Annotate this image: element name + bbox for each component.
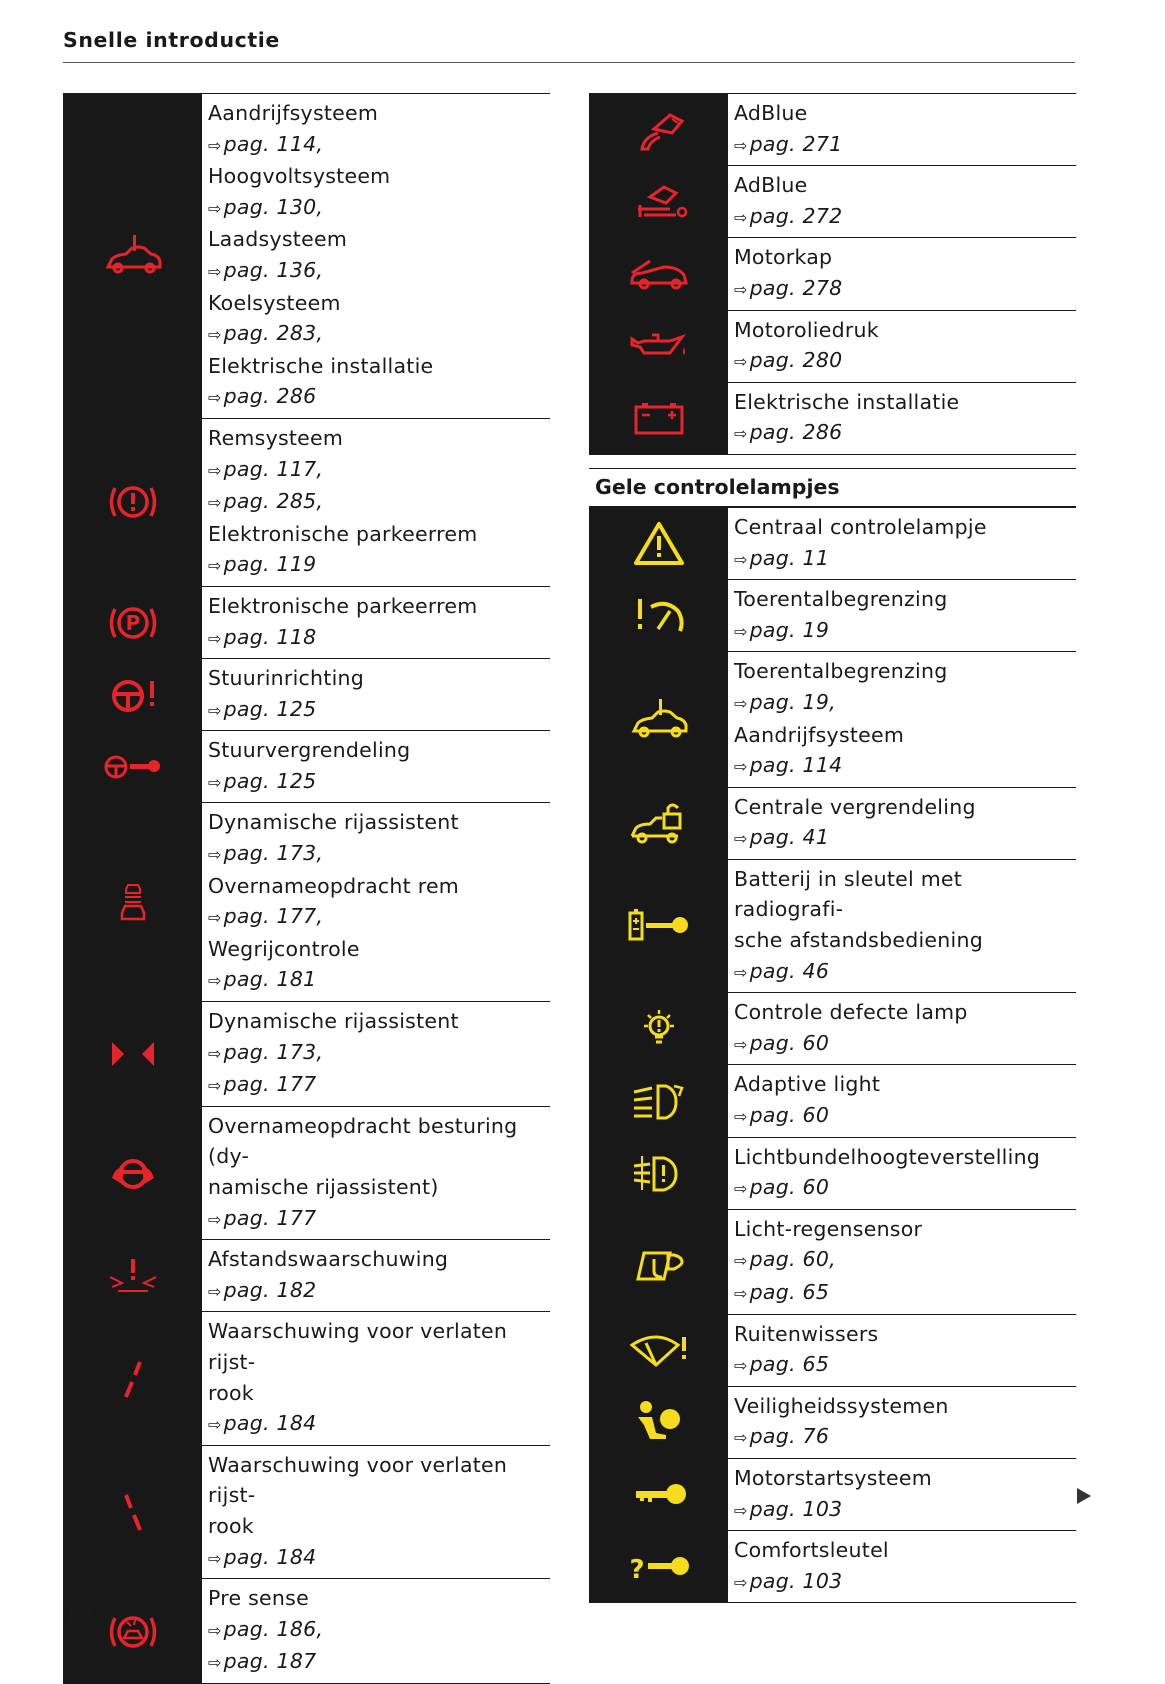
page-reference-link[interactable] bbox=[734, 129, 1076, 162]
adblue-system-icon bbox=[624, 175, 694, 229]
page-reference-link[interactable] bbox=[734, 1421, 1076, 1454]
indicator-icon-cell bbox=[589, 166, 728, 237]
steering-lock-icon bbox=[98, 740, 168, 794]
arrow-right-icon: ⇨ bbox=[208, 388, 222, 408]
indicator-row bbox=[589, 507, 1076, 579]
indicator-label: Hoogvoltsysteem bbox=[208, 164, 391, 189]
indicator-icon-cell bbox=[589, 1531, 728, 1602]
indicator-icon-cell bbox=[589, 1138, 728, 1209]
indicator-description bbox=[728, 1315, 1076, 1386]
car-hood-icon bbox=[624, 247, 694, 301]
arrow-right-icon: ⇨ bbox=[208, 460, 222, 480]
arrow-right-icon: ⇨ bbox=[208, 1620, 222, 1640]
indicator-row bbox=[589, 1386, 1076, 1458]
indicator-label: rook bbox=[208, 1513, 254, 1538]
indicator-icon-cell bbox=[589, 1210, 728, 1314]
indicator-icon-cell bbox=[589, 1459, 728, 1530]
page-reference-link[interactable] bbox=[208, 1646, 550, 1679]
indicator-icon-cell bbox=[63, 1446, 202, 1578]
indicator-label: Pre sense bbox=[208, 1586, 309, 1611]
arrow-right-icon: ⇨ bbox=[734, 207, 748, 227]
battery-icon bbox=[624, 391, 694, 445]
page-reference-link[interactable] bbox=[734, 1100, 1076, 1133]
page-reference-text: pag. 177 bbox=[223, 1072, 317, 1097]
indicator-description bbox=[728, 1210, 1076, 1314]
page-reference-link[interactable] bbox=[734, 822, 1076, 855]
page-reference-link[interactable] bbox=[734, 615, 1076, 648]
car-warning-icon bbox=[624, 693, 694, 747]
page-reference-text: pag. 65 bbox=[749, 1280, 830, 1304]
indicator-description bbox=[202, 1579, 550, 1683]
arrow-right-icon: ⇨ bbox=[208, 1281, 222, 1301]
indicator-icon-cell bbox=[63, 1579, 202, 1683]
adblue-nozzle-icon bbox=[624, 103, 694, 157]
arrow-right-icon: ⇨ bbox=[734, 1284, 748, 1303]
indicator-icon-cell bbox=[63, 731, 202, 802]
page-reference-text: pag. 125 bbox=[223, 696, 317, 721]
indicator-icon-cell bbox=[63, 1107, 202, 1239]
page-reference-text: pag. 19 bbox=[749, 617, 830, 642]
indicator-icon-cell bbox=[589, 860, 728, 992]
page-reference-text: pag. 41 bbox=[749, 825, 830, 850]
indicator-row bbox=[589, 93, 1076, 165]
page-reference-link[interactable] bbox=[208, 1037, 550, 1070]
indicator-description bbox=[728, 508, 1076, 579]
page-reference-link[interactable] bbox=[734, 1172, 1076, 1205]
indicator-icon-cell bbox=[63, 659, 202, 730]
indicator-label: Stuurvergrendeling bbox=[208, 738, 411, 763]
page-reference-text: pag. 271 bbox=[749, 131, 843, 156]
indicator-description bbox=[202, 1107, 550, 1239]
indicator-icon-cell bbox=[589, 993, 728, 1064]
arrow-right-icon: ⇨ bbox=[734, 1251, 748, 1271]
warning-triangle-icon bbox=[624, 517, 694, 571]
arrow-right-icon: ⇨ bbox=[208, 1415, 222, 1435]
page-reference-text: pag. 173, bbox=[223, 841, 324, 866]
indicator-label: Aandrijfsysteem bbox=[208, 101, 379, 125]
indicator-label: sche afstandsbediening bbox=[734, 928, 983, 953]
page-reference-link[interactable] bbox=[208, 838, 550, 871]
page-reference-text: pag. 65 bbox=[749, 1352, 830, 1377]
indicator-row bbox=[589, 310, 1076, 382]
indicator-row bbox=[589, 1209, 1076, 1314]
indicator-description bbox=[202, 1240, 550, 1311]
indicator-label: Ruitenwissers bbox=[734, 1321, 879, 1346]
page-reference-text: pag. 60, bbox=[749, 1247, 836, 1272]
indicator-label: namische rijassistent) bbox=[208, 1175, 439, 1199]
indicator-row bbox=[63, 1578, 550, 1684]
page-reference-text: pag. 125 bbox=[223, 768, 317, 793]
indicator-description bbox=[202, 1002, 550, 1106]
page-reference-link[interactable] bbox=[734, 201, 1076, 234]
indicator-row bbox=[63, 802, 550, 1001]
page-reference-text: pag. 76 bbox=[749, 1424, 830, 1449]
page-reference-text: pag. 280 bbox=[749, 348, 843, 373]
page-reference-text: pag. 117, bbox=[223, 456, 324, 481]
page-reference-text: pag. 60 bbox=[749, 1103, 830, 1128]
svg-text:P: P bbox=[125, 610, 140, 635]
rain-light-sensor-icon bbox=[624, 1235, 694, 1289]
indicator-description bbox=[728, 383, 1076, 454]
arrow-right-icon: ⇨ bbox=[734, 135, 748, 155]
page-reference-link[interactable] bbox=[208, 255, 550, 288]
indicator-label: Waarschuwing voor verlaten rijst- bbox=[208, 1319, 508, 1374]
arrow-right-icon: ⇨ bbox=[208, 325, 222, 345]
indicator-row bbox=[589, 237, 1076, 309]
indicator-label: Elektronische parkeerrem bbox=[208, 521, 478, 546]
page-reference-link[interactable] bbox=[734, 1244, 1076, 1277]
page-reference-link[interactable] bbox=[208, 901, 550, 934]
indicator-description bbox=[728, 788, 1076, 859]
page-reference-text: pag. 186, bbox=[223, 1616, 324, 1641]
indicator-label: Centrale vergrendeling bbox=[734, 794, 976, 819]
central-locking-icon bbox=[624, 796, 694, 850]
indicator-label: Motoroliedruk bbox=[734, 317, 879, 342]
continue-arrow-icon bbox=[1077, 1488, 1091, 1504]
indicator-row bbox=[589, 1458, 1076, 1530]
indicator-label: Toerentalbegrenzing bbox=[734, 587, 948, 612]
page-reference-link[interactable] bbox=[734, 273, 1076, 306]
indicator-label: Aandrijfsysteem bbox=[734, 722, 905, 747]
adaptive-light-icon bbox=[624, 1074, 694, 1128]
arrow-right-icon: ⇨ bbox=[208, 908, 222, 928]
indicator-label: Overnameopdracht besturing (dy- bbox=[208, 1113, 518, 1169]
vehicle-distance-icon bbox=[98, 875, 168, 929]
page-reference-text: pag. 184 bbox=[223, 1544, 317, 1569]
page-reference-text: pag. 285, bbox=[223, 489, 324, 514]
indicator-label: Centraal controlelampje bbox=[734, 514, 987, 539]
page-reference-link[interactable] bbox=[208, 622, 550, 655]
page-reference-link[interactable] bbox=[734, 1494, 1076, 1527]
page-reference-link[interactable] bbox=[734, 750, 1076, 783]
indicator-label: Remsysteem bbox=[208, 425, 344, 450]
lane-line-right-icon bbox=[98, 1352, 168, 1406]
oil-can-icon bbox=[624, 319, 694, 373]
indicator-icon-cell bbox=[589, 1065, 728, 1136]
arrow-right-icon: ⇨ bbox=[208, 1548, 222, 1568]
indicator-label: Motorkap bbox=[734, 245, 833, 270]
indicator-label: Overnameopdracht rem bbox=[208, 873, 460, 898]
arrow-right-icon: ⇨ bbox=[734, 1572, 748, 1592]
page-title: Snelle introductie bbox=[63, 28, 280, 52]
page-reference-link[interactable] bbox=[734, 687, 1076, 720]
indicator-row bbox=[63, 586, 550, 658]
indicator-icon-cell bbox=[589, 652, 728, 786]
page-reference-link[interactable] bbox=[734, 1349, 1076, 1382]
page-reference-link[interactable] bbox=[208, 1203, 550, 1236]
lane-line-left-icon bbox=[98, 1485, 168, 1539]
arrow-right-icon: ⇨ bbox=[734, 352, 748, 372]
headlight-range-icon bbox=[624, 1146, 694, 1200]
section-title-yellow: Gele controlelampjes bbox=[589, 468, 1076, 507]
page-reference-link[interactable] bbox=[208, 694, 550, 727]
page-reference-link[interactable] bbox=[208, 486, 550, 519]
indicator-icon-cell bbox=[63, 1240, 202, 1311]
indicator-description bbox=[202, 803, 550, 1001]
page-reference-text: pag. 184 bbox=[223, 1411, 317, 1436]
indicator-icon-cell bbox=[589, 238, 728, 309]
page-reference-link[interactable] bbox=[734, 543, 1076, 576]
indicator-label: Motorstartsysteem bbox=[734, 1465, 932, 1490]
indicator-row bbox=[589, 859, 1076, 992]
indicator-label: Elektrische installatie bbox=[208, 353, 434, 378]
indicator-label: Lichtbundelhoogteverstelling bbox=[734, 1144, 1041, 1169]
key-icon bbox=[624, 1468, 694, 1522]
indicator-label: Afstandswaarschuwing bbox=[208, 1247, 449, 1272]
page-reference-link[interactable] bbox=[734, 1028, 1076, 1061]
indicator-label: AdBlue bbox=[734, 173, 808, 198]
indicator-row bbox=[589, 382, 1076, 455]
indicator-icon-cell bbox=[63, 94, 202, 418]
indicator-description bbox=[728, 1387, 1076, 1458]
indicator-row bbox=[589, 992, 1076, 1064]
key-battery-icon bbox=[624, 899, 694, 953]
indicator-description bbox=[728, 166, 1076, 237]
page-reference-text: pag. 60 bbox=[749, 1175, 830, 1200]
indicator-description bbox=[728, 580, 1076, 651]
page-reference-text: pag. 136, bbox=[223, 257, 324, 282]
indicator-description bbox=[728, 94, 1076, 165]
indicator-label: Adaptive light bbox=[734, 1072, 881, 1097]
arrow-right-icon: ⇨ bbox=[208, 1209, 222, 1229]
arrow-right-icon: ⇨ bbox=[734, 1500, 748, 1520]
page-header bbox=[63, 26, 1075, 63]
indicator-label: Dynamische rijassistent bbox=[208, 810, 459, 835]
page-reference-text: pag. 173, bbox=[223, 1039, 324, 1064]
arrow-right-icon: ⇨ bbox=[208, 556, 222, 576]
page-reference-text: pag. 114 bbox=[749, 753, 843, 778]
left-indicator-table bbox=[63, 93, 550, 1684]
indicator-label: Comfortsleutel bbox=[734, 1538, 889, 1563]
right-indicator-column bbox=[589, 93, 1076, 1603]
indicator-row bbox=[63, 418, 550, 586]
page-reference-text: pag. 187 bbox=[223, 1649, 317, 1674]
indicator-row bbox=[63, 1239, 550, 1311]
arrow-right-icon: ⇨ bbox=[734, 1034, 748, 1054]
indicator-label: Controle defecte lamp bbox=[734, 1000, 968, 1025]
indicator-row bbox=[63, 93, 550, 418]
arrow-right-icon: ⇨ bbox=[734, 1356, 748, 1376]
indicator-row bbox=[63, 1106, 550, 1239]
arrow-right-icon: ⇨ bbox=[208, 493, 222, 513]
brake-warning-icon bbox=[98, 475, 168, 529]
car-warning-icon bbox=[98, 229, 168, 283]
red-indicator-table bbox=[589, 93, 1076, 455]
page-reference-link[interactable] bbox=[208, 549, 550, 582]
indicator-label: Elektrische installatie bbox=[734, 389, 960, 414]
indicator-row bbox=[63, 658, 550, 730]
arrow-right-icon: ⇨ bbox=[208, 772, 222, 792]
yellow-indicator-table bbox=[589, 507, 1076, 1603]
page-reference-link[interactable] bbox=[208, 1069, 550, 1102]
indicator-icon-cell bbox=[63, 1312, 202, 1444]
arrow-right-icon: ⇨ bbox=[734, 549, 748, 569]
indicator-icon-cell bbox=[63, 1002, 202, 1106]
indicator-description bbox=[202, 94, 550, 418]
indicator-icon-cell bbox=[589, 311, 728, 382]
indicator-icon-cell bbox=[589, 383, 728, 454]
indicator-row bbox=[589, 1314, 1076, 1386]
arrow-right-icon: ⇨ bbox=[208, 198, 222, 218]
page-reference-text: pag. 130, bbox=[223, 194, 324, 219]
indicator-label: Veiligheidssystemen bbox=[734, 1393, 949, 1418]
indicator-icon-cell bbox=[589, 580, 728, 651]
pre-sense-icon bbox=[98, 1604, 168, 1658]
page-reference-link[interactable] bbox=[208, 318, 550, 351]
page-reference-text: pag. 46 bbox=[749, 958, 830, 983]
indicator-icon-cell bbox=[589, 1315, 728, 1386]
page-reference-text: pag. 103 bbox=[749, 1496, 843, 1521]
indicator-row bbox=[63, 1001, 550, 1106]
page-number: 12 bbox=[63, 1602, 96, 1627]
indicator-icon-cell bbox=[589, 1387, 728, 1458]
indicator-label: Batterij in sleutel met radiografi- bbox=[734, 866, 963, 922]
arrow-right-icon: ⇨ bbox=[208, 261, 222, 281]
arrow-right-icon: ⇨ bbox=[734, 1428, 748, 1448]
arrow-right-icon: ⇨ bbox=[734, 829, 748, 849]
arrow-right-icon: ⇨ bbox=[734, 621, 748, 641]
indicator-row bbox=[589, 1530, 1076, 1603]
indicator-row bbox=[589, 651, 1076, 786]
indicator-description bbox=[202, 1446, 550, 1578]
arrow-right-icon: ⇨ bbox=[734, 424, 748, 444]
page-reference-text: pag. 19, bbox=[749, 689, 836, 714]
page-reference-link[interactable] bbox=[208, 129, 550, 162]
arrow-right-icon: ⇨ bbox=[734, 279, 748, 299]
page-reference-text: pag. 11 bbox=[749, 545, 830, 570]
indicator-description bbox=[202, 419, 550, 586]
arrow-right-icon: ⇨ bbox=[208, 1043, 222, 1063]
indicator-label: Toerentalbegrenzing bbox=[734, 659, 948, 684]
page-reference-link[interactable] bbox=[208, 1614, 550, 1647]
key-question-icon bbox=[624, 1540, 694, 1594]
indicator-label: Waarschuwing voor verlaten rijst- bbox=[208, 1452, 508, 1508]
indicator-description bbox=[728, 311, 1076, 382]
arrow-right-icon: ⇨ bbox=[208, 1653, 222, 1673]
indicator-label: Wegrijcontrole bbox=[208, 936, 360, 961]
page-reference-link[interactable] bbox=[208, 964, 550, 997]
distance-warning-icon bbox=[98, 1249, 168, 1303]
page-reference-link[interactable] bbox=[208, 766, 550, 799]
wiper-warning-icon bbox=[624, 1323, 694, 1377]
indicator-description bbox=[202, 731, 550, 802]
indicator-label: Elektronische parkeerrem bbox=[208, 593, 478, 618]
page-reference-link[interactable] bbox=[734, 956, 1076, 989]
indicator-row bbox=[589, 579, 1076, 651]
indicator-description bbox=[728, 1138, 1076, 1209]
hands-on-wheel-icon bbox=[98, 1146, 168, 1200]
page-reference-text: pag. 272 bbox=[749, 203, 843, 228]
page-reference-text: pag. 177, bbox=[223, 904, 324, 929]
page-reference-text: pag. 181 bbox=[223, 967, 317, 992]
indicator-row bbox=[589, 1137, 1076, 1209]
indicator-row bbox=[589, 787, 1076, 859]
arrow-right-icon: ⇨ bbox=[734, 757, 748, 777]
bulb-fault-icon bbox=[624, 1002, 694, 1056]
page-reference-text: pag. 118 bbox=[223, 624, 317, 649]
indicator-icon-cell bbox=[63, 587, 202, 658]
page-reference-text: pag. 114, bbox=[223, 131, 324, 156]
indicator-row bbox=[63, 1311, 550, 1444]
arrow-right-icon: ⇨ bbox=[734, 1179, 748, 1199]
arrow-right-icon: ⇨ bbox=[208, 700, 222, 720]
page-reference-link[interactable] bbox=[208, 454, 550, 487]
page-reference-link[interactable] bbox=[208, 381, 550, 414]
indicator-label: Stuurinrichting bbox=[208, 666, 365, 691]
airbag-icon bbox=[624, 1395, 694, 1449]
indicator-icon-cell bbox=[589, 788, 728, 859]
page-reference-link[interactable] bbox=[208, 1408, 550, 1441]
indicator-row bbox=[589, 1064, 1076, 1136]
indicator-icon-cell bbox=[63, 803, 202, 1001]
indicator-description bbox=[728, 1065, 1076, 1136]
indicator-description bbox=[202, 659, 550, 730]
steering-warning-icon bbox=[98, 668, 168, 722]
page-reference-link[interactable] bbox=[208, 192, 550, 225]
indicator-icon-cell bbox=[589, 94, 728, 165]
page-reference-text: pag. 182 bbox=[223, 1277, 317, 1302]
indicator-description bbox=[202, 587, 550, 658]
indicator-description bbox=[728, 1459, 1076, 1530]
indicator-row bbox=[589, 165, 1076, 237]
indicator-label: Dynamische rijassistent bbox=[208, 1009, 459, 1034]
arrow-right-icon: ⇨ bbox=[208, 1076, 222, 1096]
arrow-right-icon: ⇨ bbox=[208, 135, 222, 155]
arrow-right-icon: ⇨ bbox=[734, 1107, 748, 1127]
indicator-icon-cell bbox=[589, 508, 728, 579]
indicator-label: rook bbox=[208, 1380, 254, 1405]
parking-brake-icon bbox=[98, 596, 168, 650]
arrow-right-icon: ⇨ bbox=[734, 693, 748, 713]
page-reference-text: pag. 283, bbox=[223, 321, 324, 346]
arrow-right-icon: ⇨ bbox=[208, 845, 222, 865]
indicator-description bbox=[202, 1312, 550, 1444]
indicator-row bbox=[63, 730, 550, 802]
rpm-limit-icon bbox=[624, 589, 694, 643]
indicator-description bbox=[728, 860, 1076, 992]
page-reference-link[interactable] bbox=[734, 1277, 1076, 1310]
page-reference-text: pag. 177 bbox=[223, 1205, 317, 1230]
page-reference-text: pag. 60 bbox=[749, 1030, 830, 1055]
page-reference-link[interactable] bbox=[208, 1275, 550, 1308]
indicator-description bbox=[728, 993, 1076, 1064]
page-reference-link[interactable] bbox=[208, 1542, 550, 1575]
arrow-right-icon: ⇨ bbox=[208, 971, 222, 991]
page-reference-link[interactable] bbox=[734, 417, 1076, 450]
lane-arrows-icon bbox=[98, 1027, 168, 1081]
page-reference-text: pag. 119 bbox=[223, 552, 317, 577]
arrow-right-icon: ⇨ bbox=[734, 962, 748, 982]
indicator-description bbox=[728, 652, 1076, 786]
page-reference-text: pag. 278 bbox=[749, 275, 843, 300]
indicator-row bbox=[63, 1445, 550, 1578]
svg-text:?: ? bbox=[628, 1554, 645, 1585]
indicator-icon-cell bbox=[63, 419, 202, 586]
page-reference-text: pag. 286 bbox=[749, 420, 843, 445]
page-reference-link[interactable] bbox=[734, 1566, 1076, 1599]
indicator-description bbox=[728, 1531, 1076, 1602]
indicator-label: Koelsysteem bbox=[208, 290, 341, 315]
page-reference-link[interactable] bbox=[734, 345, 1076, 378]
page-reference-text: pag. 286 bbox=[223, 384, 317, 409]
indicator-label: Licht-regensensor bbox=[734, 1216, 923, 1241]
indicator-description bbox=[728, 238, 1076, 309]
page-reference-text: pag. 103 bbox=[749, 1568, 843, 1593]
arrow-right-icon: ⇨ bbox=[208, 628, 222, 648]
indicator-label: Laadsysteem bbox=[208, 227, 348, 252]
indicator-label: AdBlue bbox=[734, 101, 808, 125]
